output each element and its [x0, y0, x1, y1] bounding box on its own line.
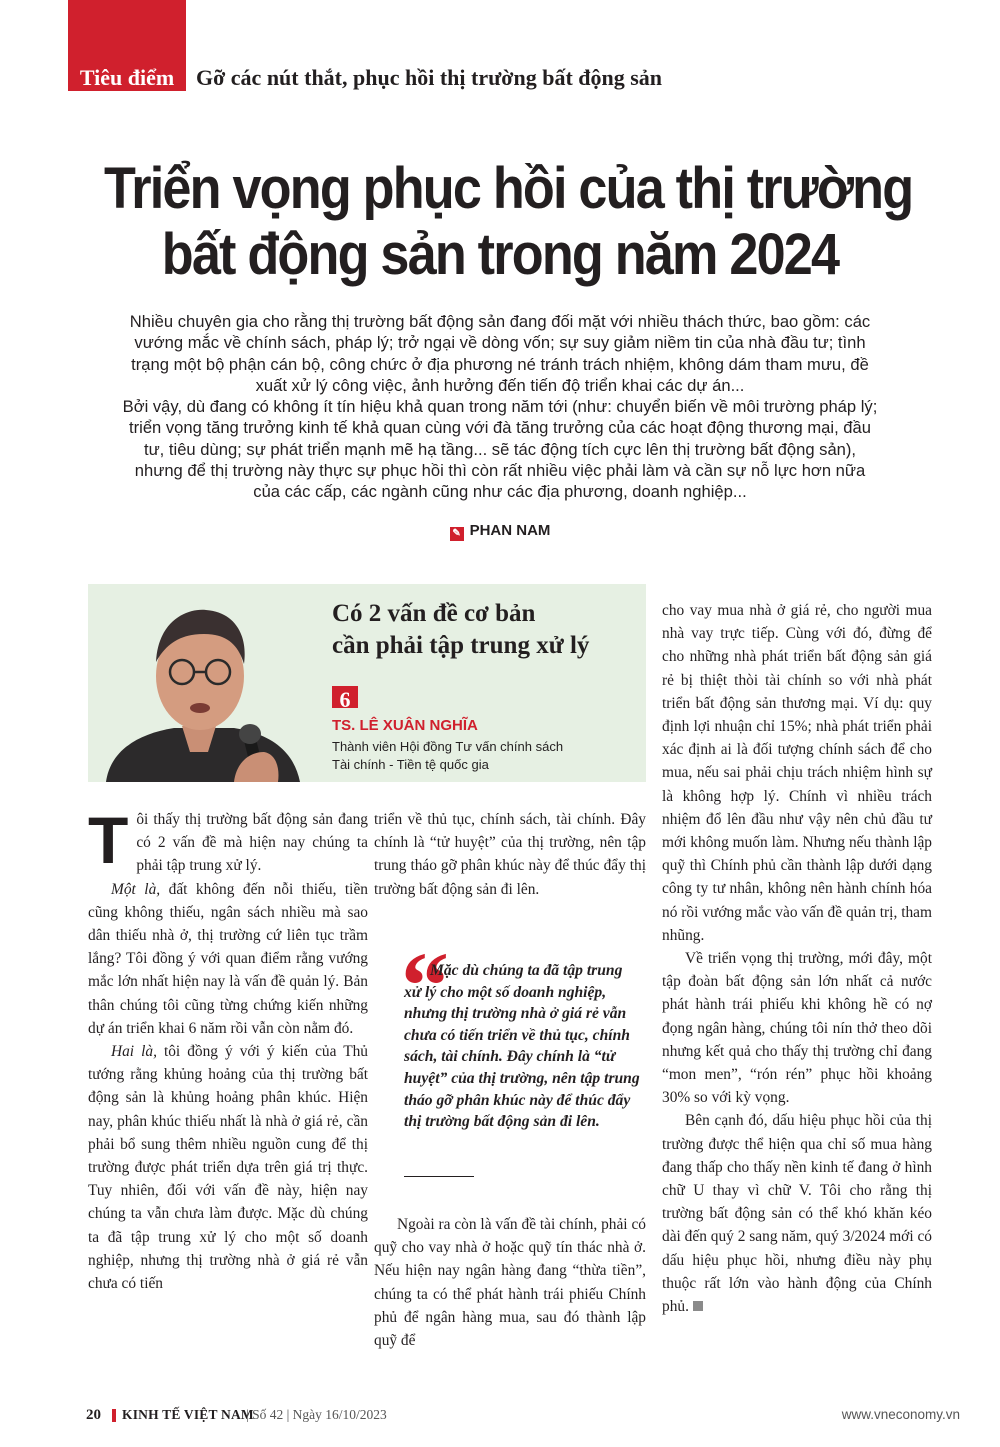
expert-portrait	[88, 584, 314, 782]
quote-logo-icon: 6	[332, 686, 358, 708]
body-text: Bên cạnh đó, dấu hiệu phục hồi của thị trường được thể hiện qua chỉ số mua hàng đang thấp cho thấy nền kinh tế đang ở hình chữ U thay vì chữ V. Tôi cho rằng thị trường bất động sản có thể khó khăn kéo dài đến quý 2 sang năm, quý 3/2024 mới có dấu hiệu phục hồi, nhưng điều này phụ thuộc rất lớn vào hành động của Chính phủ.	[662, 1112, 932, 1316]
website-url: www.vneconomy.vn	[841, 1407, 960, 1422]
article-headline	[104, 156, 913, 288]
body-paragraph: triển về thủ tục, chính sách, tài chính. Đây chính là “tử huyệt” của thị trường, nên tập trung tháo gỡ phân khúc này để thúc đẩy thị trường bất động sản đi lên.	[374, 811, 646, 898]
body-paragraph: Ngoài ra còn là vấn đề tài chính, phải có quỹ cho vay nhà ở hoặc quỹ tín thác nhà ở. Nếu hiện nay ngân hàng đang “thừa tiền”, chúng ta có thể phát hành trái phiếu Chính phủ để ngân hàng mua, sau đó thành lập quỹ để	[374, 1216, 646, 1350]
pull-quote-text: Mặc dù chúng ta đã tập trung xử lý cho một số doanh nghiệp, nhưng thị trường nhà ở giá rẻ vẫn chưa có tiến triển về thủ tục, chính sách, tài chính. Đây chính là “tử huyệt” của thị trường, nên tập trung tháo gỡ phân khúc này để thúc đẩy thị trường bất động sản đi lên.	[404, 962, 640, 1131]
pull-quote	[404, 960, 640, 1133]
magazine-name: KINH TẾ VIỆT NAM	[122, 1407, 254, 1422]
expert-role-line-2: Tài chính - Tiền tệ quốc gia	[332, 757, 489, 772]
interview-heading	[332, 598, 632, 662]
issue-info: | Số 42 | Ngày 16/10/2023	[246, 1407, 387, 1422]
body-paragraph: cho vay mua nhà ở giá rẻ, cho người mua nhà vay trực tiếp. Cùng với đó, đừng để cho những nhà phát triển bất động sản giá rẻ bị thiệt thòi tài chính so với nhà phát triển bất động sản thương mại. Ví dụ: quy định lợi nhuận chỉ 15%; nhà phát triển phải xác định ai là đối tượng chính sách để cho mua, nếu sai phải chịu trách nhiệm hình sự là không hợp lý. Chính vì nhiều trách nhiệm đổ lên đầu như vậy nên chủ đầu tư mới không muốn làm. Nhưng nếu thành lập quỹ thì Chính phủ cần thành lập dưới dạng công ty tư nhân, không nên hành chính hóa nó rồi vướng mắc vào vấn đề quản trị, tham nhũng.	[662, 602, 932, 944]
body-lead: Một là,	[111, 880, 161, 898]
body-paragraph: Về triển vọng thị trường, mới đây, một tập đoàn bất động sản lớn nhất cả nước phát hành trái phiếu khi không hề có nợ đọng ngân hàng, chúng tôi nín thở theo dõi nhưng kết quả cho thấy thị trường chỉ đang “mon men”, “rón rén” phục hồi khoảng 30% so với kỳ vọng.	[662, 950, 932, 1107]
body-paragraph	[662, 1109, 932, 1318]
end-square-icon	[693, 1301, 703, 1311]
expert-name: TS. LÊ XUÂN NGHĨA	[332, 717, 478, 734]
author-name: PHAN NAM	[469, 522, 551, 539]
dropcap: T	[88, 803, 129, 877]
interview-heading-line-2: cần phải tập trung xử lý	[332, 632, 590, 659]
interview-box	[88, 584, 646, 782]
body-paragraph	[88, 1040, 368, 1295]
article-intro	[120, 311, 880, 503]
headline-line-2: bất động sản trong năm 2024	[161, 222, 839, 287]
headline-line-1: Triển vọng phục hồi của thị trường	[104, 156, 913, 221]
body-column-2-bottom	[374, 1213, 646, 1352]
body-column-3	[662, 599, 932, 1318]
body-paragraph	[88, 878, 368, 1040]
interview-heading-line-1: Có 2 vấn đề cơ bản	[332, 600, 536, 627]
body-paragraph	[88, 803, 368, 878]
intro-paragraph-2: Bởi vậy, dù đang có không ít tín hiệu khả quan trong năm tới (như: chuyển biến về môi trường pháp lý; triển vọng tăng trưởng kinh tế khả quan cùng với đà tăng trưởng của các hoạt động thương mại, đầu tư, tiêu dùng; sự phát triển mạnh mẽ hạ tầng... sẽ tác động tích cực lên thị trường bất động sản), nhưng để thị trường này thực sự phục hồi thì còn rất nhiều việc phải làm và cần sự nỗ lực hơn nữa của các cấp, các ngành cũng như các địa phương, doanh nghiệp...	[122, 397, 878, 502]
body-lead: Hai là,	[111, 1043, 157, 1061]
page-footer	[86, 1403, 960, 1427]
quote-mark-icon: “	[401, 932, 449, 1039]
pen-icon: ✎	[450, 527, 464, 541]
footer-bar	[112, 1409, 116, 1422]
expert-role-line-1: Thành viên Hội đồng Tư vấn chính sách	[332, 739, 564, 754]
body-column-2-top	[374, 808, 646, 901]
body-column-1	[88, 803, 368, 1295]
pull-quote-rule	[404, 1176, 474, 1177]
section-label: Tiêu điểm	[79, 65, 175, 90]
page-number: 20	[86, 1407, 101, 1423]
body-text: đất không đến nỗi thiếu, tiền cũng không thiếu, ngân sách nhiều mà sao dân thiếu nhà ở, thị trường cứ liên tục trầm lắng? Tôi đồng ý với quan điểm rằng vướng mắc lớn nhất hiện nay là vấn đề quản lý. Bản thân chúng tôi cũng từng chứng kiến những dự án triển khai 6 năm rồi vẫn còn nằm đó.	[88, 880, 368, 1037]
section-topic: Gỡ các nút thắt, phục hồi thị trường bất động sản	[196, 65, 663, 90]
expert-role	[332, 738, 632, 774]
byline	[0, 521, 1000, 541]
body-text: ôi thấy thị trường bất động sản đang có 2 vấn đề mà hiện nay chúng ta phải tập trung xử lý.	[136, 811, 368, 875]
intro-paragraph-1: Nhiều chuyên gia cho rằng thị trường bất động sản đang đối mặt với nhiều thách thức, bao gồm: các vướng mắc về chính sách, pháp lý; trở ngại về dòng vốn; sự suy giảm niềm tin của nhà đầu tư; tình trạng một bộ phận cán bộ, công chức ở địa phương né tránh trách nhiệm, không dám tham mưu, đề xuất xử lý công việc, ảnh hưởng đến tiến độ triển khai các dự án...	[129, 312, 871, 395]
body-text: tôi đồng ý với ý kiến của Thủ tướng rằng khủng hoảng của thị trường bất động sản là khủng hoảng phân khúc. Hiện nay, phân khúc thiếu nhất là nhà ở giá rẻ, cần phải bổ sung thêm nhiều nguồn cung để thị trường được phát triển dựa trên giá trị thực. Tuy nhiên, đối với vấn đề này, hiện nay chúng ta vẫn chưa làm được. Mặc dù chúng ta đã tập trung xử lý cho một số doanh nghiệp, nhưng thị trường nhà ở giá rẻ vẫn chưa có tiến	[88, 1043, 368, 1293]
